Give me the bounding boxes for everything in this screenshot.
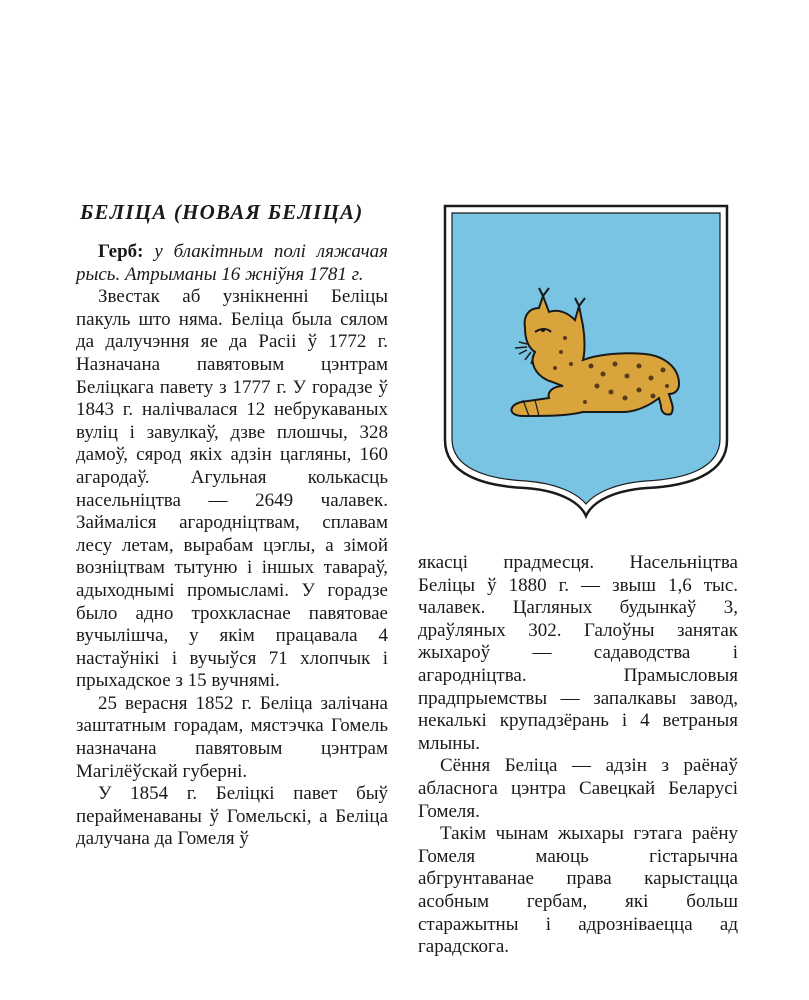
coat-of-arms-image	[439, 202, 733, 520]
paragraph-today: Сёння Беліца — адзін з раёнаў абласнога цэнтра Савецкай Беларусі Гомеля.	[418, 755, 738, 822]
gerb-description: у блакітным полі ляжачая рысь. Атрыманы 16 жніўня 1781 г.	[76, 241, 388, 285]
text-column-right	[418, 552, 738, 959]
page-title: БЕЛІЦА (НОВАЯ БЕЛІЦА)	[80, 200, 364, 224]
paragraph-1854: У 1854 г. Беліцкі павет быў перайменаваны ў Гомельскі, а Беліца далучана да Гомеля ў	[76, 783, 388, 850]
gerb-label: Герб:	[98, 241, 144, 262]
paragraph-history: Звестак аб узнікненні Беліцы пакуль што няма. Беліца была сялом да далучэння яе да Расіі ў 1772 г. Назначана павятовым цэнтрам Беліцкага павету з 1777 г. У горадзе ў 1843 г. налічвалася 12 небрукаваных вуліц і завулкаў, дзве плошчы, 328 дамоў, сярод якіх адзін цагляны, 160 агародаў. Агульная колькасць насельніцтва — 2649 чалавек. Займаліся агародніцтвам, сплавам лесу летам, вырабам цэглы, а зімой возніцтвам тытуню і іншых тавараў, адыходнымі промысламі. У горадзе было адно трохкласнае павятовае вучылішча, у якім працавала 4 настаўнікі і вучыўся 71 хлопчык і прыхадское з 15 вучнямі.	[76, 286, 388, 692]
paragraph-conclusion: Такім чынам жыхары гэтага раёну Гомеля маюць гістарычна абгрунтаванае права карыстацца асобным гербам, які больш старажытны і адрозніваецца ад гарадскога.	[418, 823, 738, 958]
paragraph-1852: 25 верасня 1852 г. Беліца залічана заштатным горадам, мястэчка Гомель назначана павятовым цэнтрам Магілёўскай губерні.	[76, 692, 388, 782]
gerb-paragraph	[76, 241, 388, 286]
paragraph-continuation: якасці прадмесця. Насельніцтва Беліцы ў 1880 г. — звыш 1,6 тыс. чалавек. Цагляных будынкаў 3, драўляных 302. Галоўны занятак жыхароў — садаводства і агародніцтва. Прамысловыя прадпрыемствы — запалкавы завод, некалькі крупадзёрань і 4 ветраныя млыны.	[418, 552, 738, 754]
text-column-left	[76, 241, 388, 851]
